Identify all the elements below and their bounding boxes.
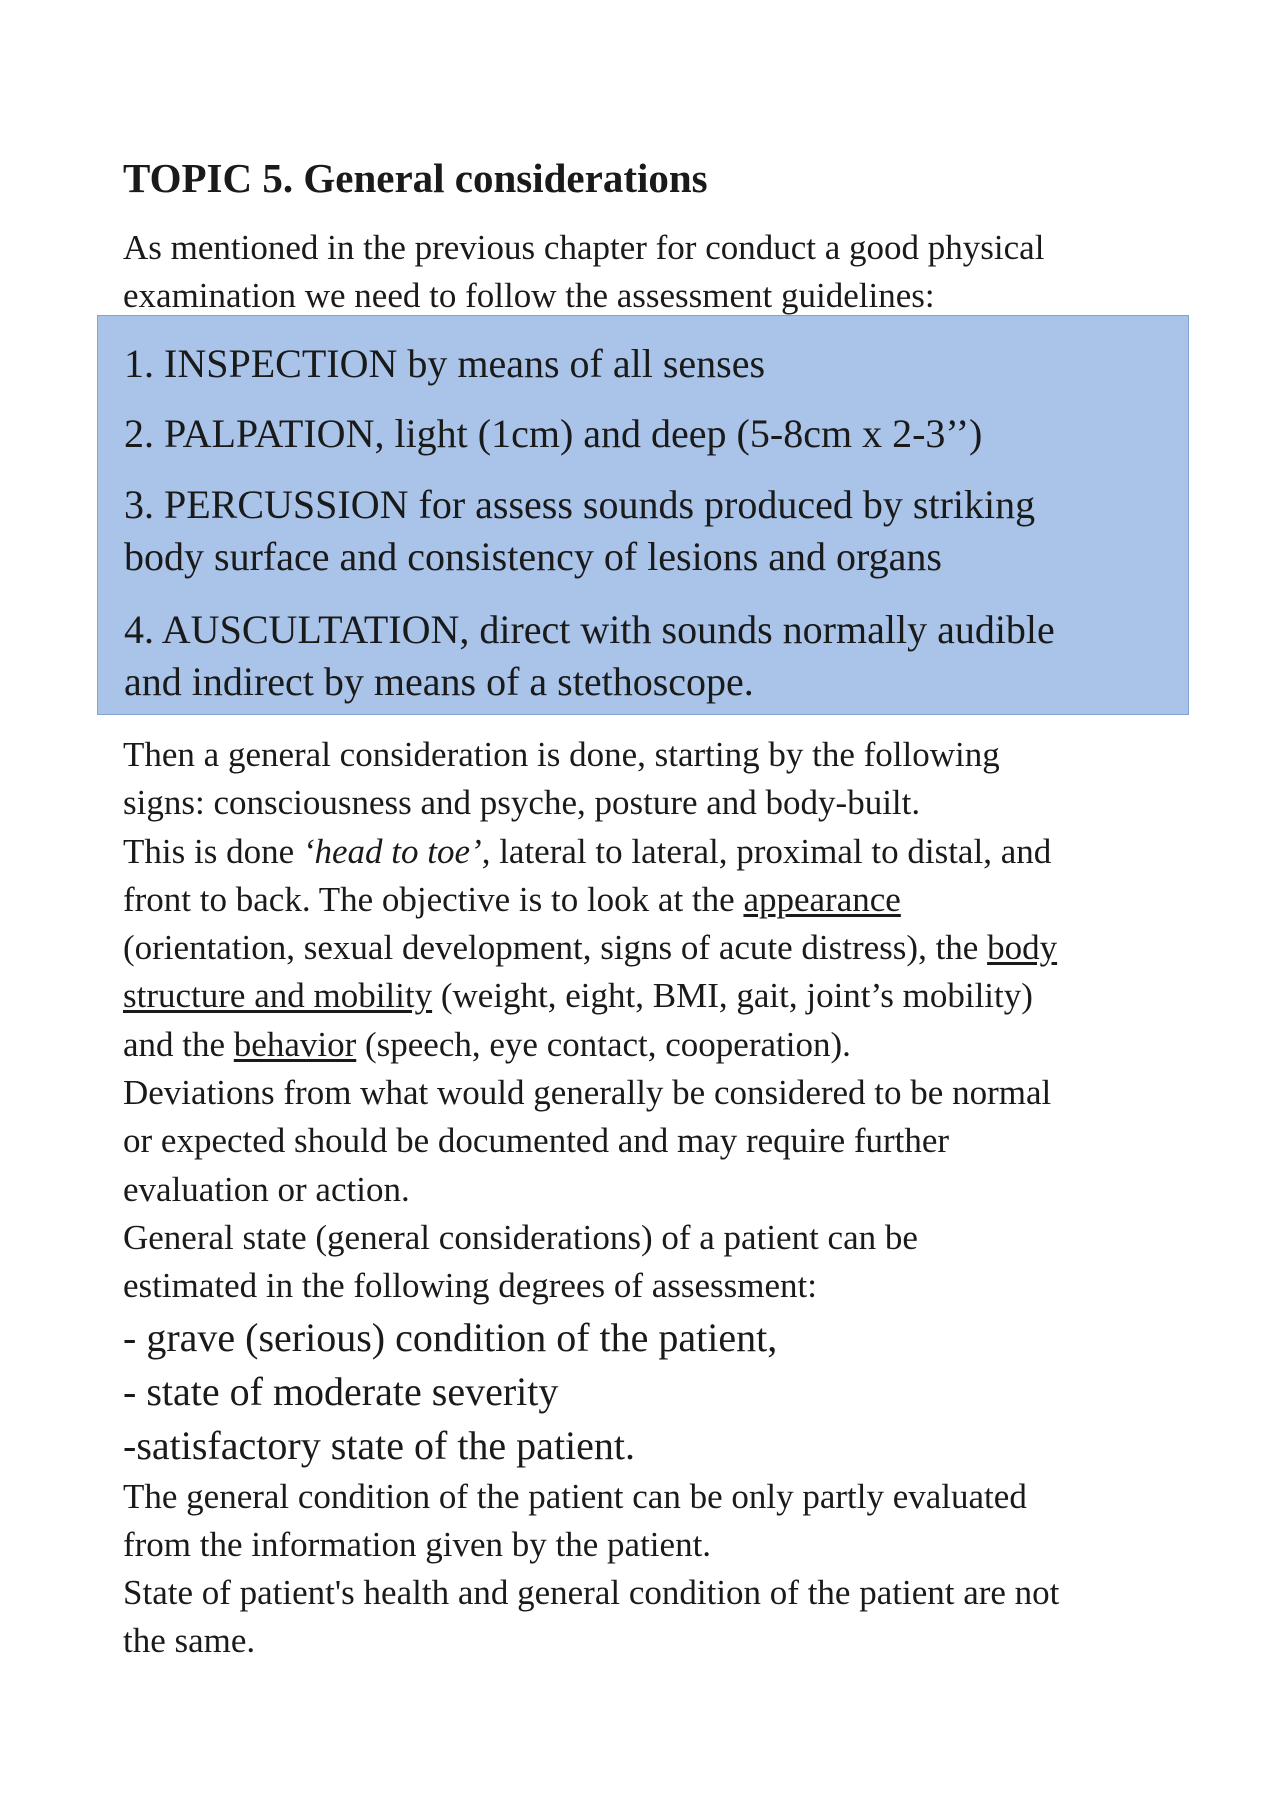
body-line: The general condition of the patient can be only partly evaluated [123,1476,1027,1516]
body-text [123,731,1183,1666]
head-to-toe-emphasis: ‘head to toe’ [302,831,482,871]
intro-paragraph [123,224,1183,320]
page-title: TOPIC 5. General considerations [123,155,708,201]
body-structure-underlined: structure and mobility [123,976,433,1016]
text-run: (weight, eight, BMI, gait, joint’s mobility) [432,976,1033,1016]
guideline-line: body surface and consistency of lesions and organs [124,534,942,579]
guideline-percussion [124,479,1035,583]
guideline-line: and indirect by means of a stethoscope. [124,659,754,704]
body-line [123,876,1183,924]
intro-line: examination we need to follow the assessment guidelines: [123,276,935,315]
guideline-inspection [124,338,765,390]
degree-item: - state of moderate severity [123,1368,559,1414]
body-line: State of patient's health and general condition of the patient are not [123,1573,1060,1613]
body-line: the same. [123,1621,256,1661]
text-run: (orientation, sexual development, signs of acute distress), the [123,928,988,968]
body-line: Deviations from what would generally be considered to be normal [123,1073,1052,1113]
body-line [123,828,1183,876]
appearance-underlined: appearance [743,879,901,919]
assessment-guidelines-box [97,315,1189,715]
body-line: or expected should be documented and may require further [123,1121,950,1161]
guideline-line: 2. PALPATION, light (1cm) and deep (5-8cm x 2-3’’) [124,411,983,456]
guideline-palpation [124,408,982,460]
body-line: from the information given by the patient. [123,1524,712,1564]
body-line [123,1021,1183,1069]
intro-line: As mentioned in the previous chapter for conduct a good physical [123,228,1045,267]
body-line: estimated in the following degrees of assessment: [123,1266,818,1306]
text-run: (speech, eye contact, cooperation). [356,1024,851,1064]
degree-item: - grave (serious) condition of the patient, [123,1314,778,1360]
text-run: , lateral to lateral, proximal to distal, and [481,831,1052,871]
body-line [123,972,1183,1020]
text-run: front to back. The objective is to look at the [123,879,744,919]
text-run: and the [123,1024,234,1064]
body-structure-underlined: body [987,928,1058,968]
body-line: evaluation or action. [123,1169,410,1209]
body-line [123,924,1183,972]
guideline-line: 3. PERCUSSION for assess sounds produced by striking [124,482,1036,527]
guideline-auscultation [124,604,1055,708]
text-run: This is done [123,831,303,871]
degree-item: -satisfactory state of the patient. [123,1422,636,1468]
body-line: Then a general consideration is done, starting by the following [123,735,1000,774]
guideline-line: 1. INSPECTION by means of all senses [124,341,766,386]
body-line: signs: consciousness and psyche, posture and body-built. [123,783,921,823]
behavior-underlined: behavior [233,1024,357,1064]
guideline-line: 4. AUSCULTATION, direct with sounds normally audible [124,607,1055,652]
body-line: General state (general considerations) of a patient can be [123,1217,918,1257]
